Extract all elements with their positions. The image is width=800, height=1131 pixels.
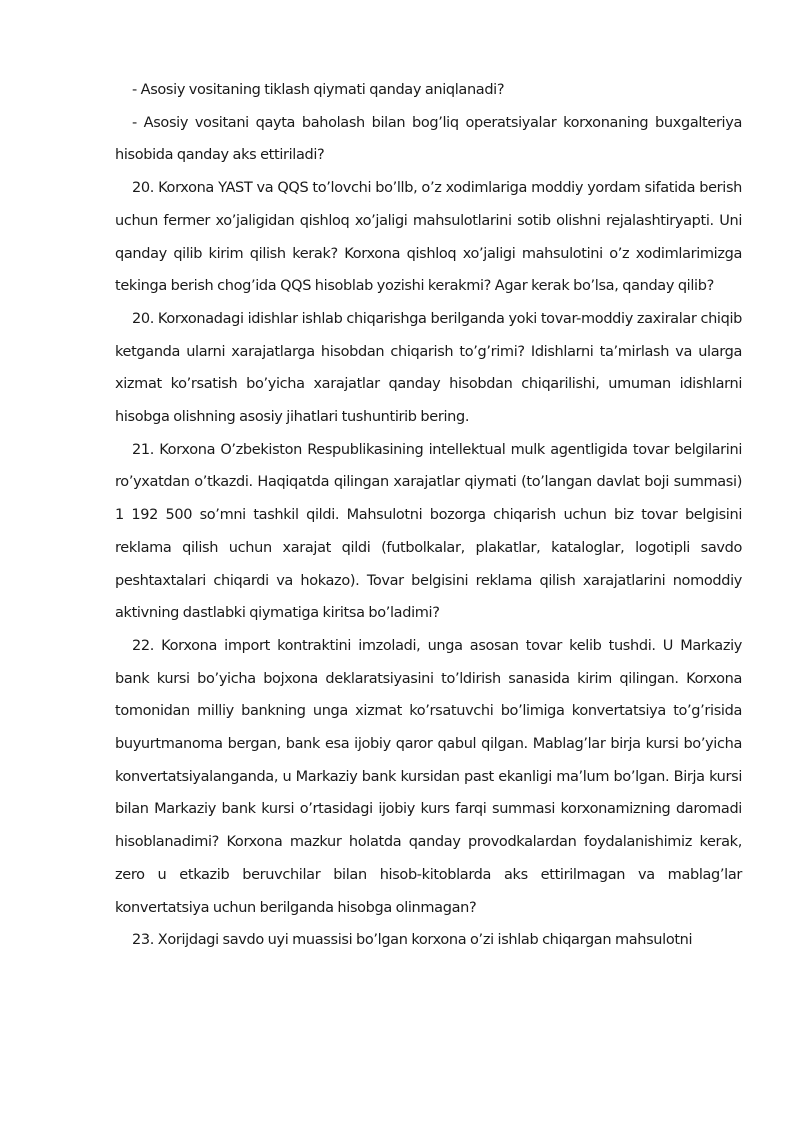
paragraph-task-22-import: 22. Korxona import kontraktini imzoladi, unga asosan tovar kelib tushdi. U Markaziy bank kursi bo’yicha bojxona deklaratsiyasini to’ldirish sanasida kirim qilingan. Korxona tomonidan milliy bankning unga xizmat ko’rsatuvchi bo’limiga konvertatsiya to’g’risida buyurtmanoma bergan, bank esa ijobiy qaror qabul qilgan. Mablag’lar birja kursi bo’yicha konvertatsiyalanganda, u Markaziy bank kursidan past ekanligi ma’lum bo’lgan. Birja kursi bilan Markaziy bank kursi o’rtasidagi ijobiy kurs farqi summasi korxonamizning daromadi hisoblanadimi? Korxona mazkur holatda qanday provodkalardan foydalanishimiz kerak, zero u etkazib beruvchilar bilan hisob-kitoblarda aks ettirilmagan va mablag’lar konvertatsiya uchun berilganda hisobga olinmagan?: [115, 637, 742, 916]
paragraph-question-revaluation: - Asosiy vositani qayta baholash bilan bog’liq operatsiyalar korxonaning buxgalteriya hisobida qanday aks ettiriladi?: [115, 114, 742, 164]
paragraph-task-23-trading-house: 23. Xorijdagi savdo uyi muassisi bo’lgan korxona o’zi ishlab chiqargan mahsulotni: [132, 932, 693, 949]
paragraph-task-21-trademark: 21. Korxona O’zbekiston Respublikasining intellektual mulk agentligida tovar belgilarini ro’yxatdan o’tkazdi. Haqiqatda qilingan xarajatlar qiymati (to’langan davlat boji summasi) 1 192 500 so’mni tashkil qildi. Mahsulotni bozorga chiqarish uchun biz tovar belgisini reklama qilish uchun xarajat qildi (futbolkalar, plakatlar, kataloglar, logotipli savdo peshtaxtalari chiqardi va hokazo). Tovar belgisini reklama qilish xarajatlarini nomoddiy aktivning dastlabki qiymatiga kiritsa bo’ladimi?: [115, 441, 742, 622]
paragraph-question-restore-value: - Asosiy vositaning tiklash qiymati qanday aniqlanadi?: [132, 82, 505, 98]
document-page: [115, 74, 742, 957]
paragraph-task-20-containers: 20. Korxonadagi idishlar ishlab chiqarishga berilganda yoki tovar-moddiy zaxiralar chiqib ketganda ularni xarajatlarga hisobdan chiqarish to’g’rimi? Idishlarni ta’mirlash va ularga xizmat ko’rsatish bo’yicha xarajatlar qanday hisobdan chiqarilishi, umuman idishlarni hisobga olishning asosiy jihatlari tushuntirib bering.: [115, 310, 742, 426]
paragraph-task-20-agriculture: 20. Korxona YAST va QQS to’lovchi bo’llb, o’z xodimlariga moddiy yordam sifatida berish uchun fermer xo’jaligidan qishloq xo’jaligi mahsulotlarini sotib olishni rejalashtiryapti. Uni qanday qilib kirim qilish kerak? Korxona qishloq xo’jaligi mahsulotini o’z xodimlarimizga tekinga berish chog’ida QQS hisoblab yozishi kerakmi? Agar kerak bo’lsa, qanday qilib?: [115, 180, 742, 295]
